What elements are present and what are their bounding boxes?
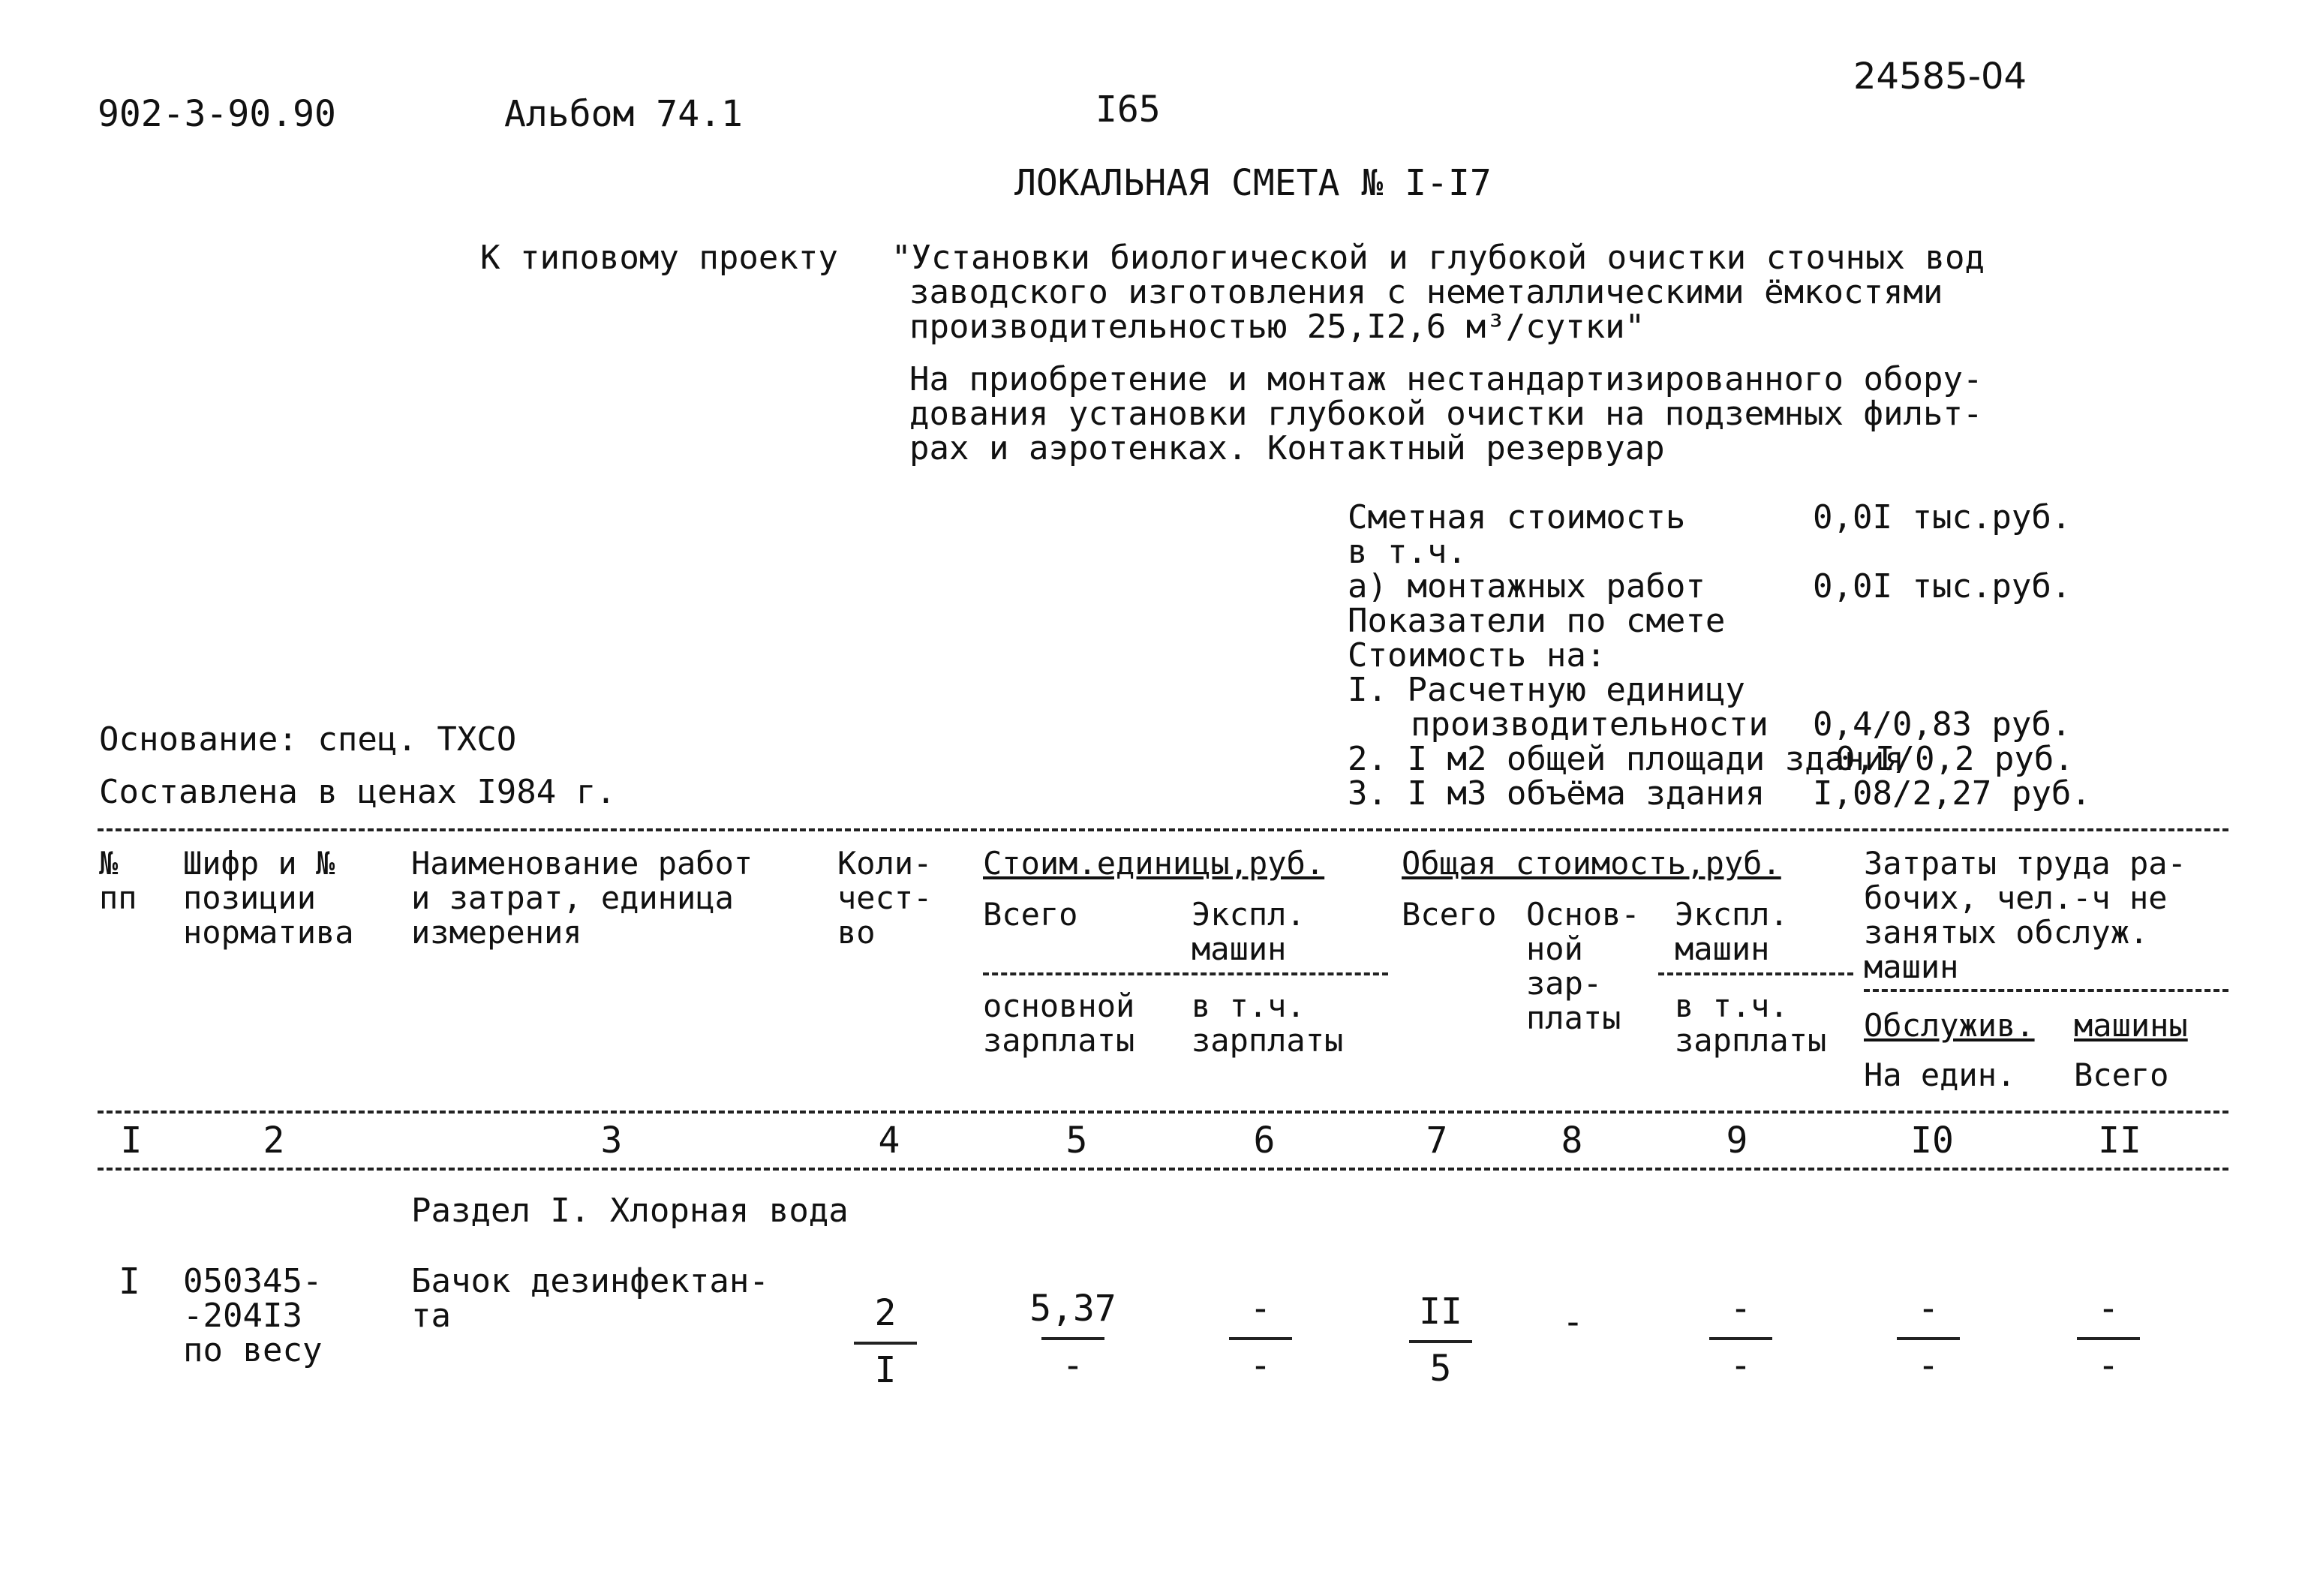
purpose-line-3: рах и аэротенках. Контактный резервуар [909,429,1665,467]
column-number-7: 7 [1426,1120,1448,1162]
column-number-10: I0 [1910,1120,1954,1162]
col3-header-line2: и затрат, единица [411,879,734,916]
header-bottom-border [98,1111,2228,1114]
col1-header-line1: № [99,845,119,882]
labor-header-line1: Затраты труда ра- [1864,845,2186,882]
column-number-6: 6 [1253,1120,1276,1162]
indicator-1-value: 0,4/0,83 руб. [1813,705,2072,744]
row-name-line1: Бачок дезинфектан- [411,1262,769,1300]
table-top-border [98,828,2228,831]
estimated-cost-value: 0,0I тыс.руб. [1813,498,2072,537]
col2-header-line3: норматива [183,914,354,951]
labor-header-line4: машин [1864,948,1959,985]
unit-total-fraction [1028,1288,1118,1390]
column-number-11: II [2098,1120,2141,1162]
estimated-cost-label: Сметная стоимость [1348,498,1686,537]
compiled-text: Составлена в ценах I984 г. [99,773,616,811]
project-line-3: производительностью 25,I2,6 м³/сутки" [909,308,1645,346]
including-label: в т.ч. [1348,533,1467,571]
fraction-bar [1709,1337,1772,1340]
fraction-bar [1041,1337,1104,1340]
indicator-2-label: 2. I м2 общей площади здания [1348,740,1904,778]
col9-header-top-line2: машин [1675,930,1770,967]
document-code: 902-3-90.90 [98,93,336,135]
labor-per-unit-denominator: - [1917,1345,1940,1387]
machines-cost-fraction [1696,1288,1786,1390]
total-cost-numerator: II [1419,1291,1462,1333]
column-number-4: 4 [878,1120,900,1162]
col3-header-line3: измерения [411,914,582,951]
project-prefix: К типовому проекту [480,239,838,277]
unit-cost-group-header: Стоим.единицы,руб. [983,845,1325,882]
machines-cost-denominator: - [1730,1345,1752,1387]
indicator-2-value: 0,I/0,2 руб. [1835,740,2074,778]
labor-header-line2: бочих, чел.-ч не [1864,879,2168,916]
labor-header-line3: занятых обслуж. [1864,914,2149,951]
column-number-2: 2 [263,1120,285,1162]
row-number: I [119,1261,140,1303]
indicator-3-label: 3. I м3 объёма здания [1348,774,1766,813]
labor-per-unit-numerator: - [1917,1288,1940,1330]
col1-header-line2: пп [99,879,137,916]
col6-header-top-line2: машин [1192,930,1287,967]
unit-total-denominator: - [1062,1345,1084,1387]
total-cost-divider [1658,972,1853,975]
project-line-2: заводского изготовления с неметаллическими ёмкостями [909,273,1943,311]
column-number-9: 9 [1726,1120,1748,1162]
row-code-line2: -204I3 [183,1297,302,1335]
purpose-line-2: дования установки глубокой очистки на подземных фильт- [909,395,1983,433]
col4-header-line2: чест- [837,879,933,916]
labor-total-numerator: - [2097,1288,2120,1330]
col5-header-bottom-line1: основной [983,987,1135,1024]
service-label: Обслужив. [1864,1007,2035,1044]
unit-machines-fraction [1216,1288,1306,1390]
col8-header-line2: ной [1526,930,1583,967]
indicators-label: Показатели по смете [1348,602,1726,640]
col2-header-line1: Шифр и № [183,845,335,882]
col3-header-line1: Наименование работ [411,845,753,882]
unit-total-numerator: 5,37 [1029,1288,1116,1330]
col6-header-top-line1: Экспл. [1192,896,1306,933]
fraction-bar [2077,1337,2140,1340]
quantity-numerator: 2 [874,1292,897,1334]
col6-header-bottom-line1: в т.ч. [1192,987,1306,1024]
document-title: ЛОКАЛЬНАЯ СМЕТА № I-I7 [1014,162,1492,204]
indicator-1-label-cont: производительности [1411,705,1769,744]
row-code-line3: по весу [183,1331,323,1369]
project-line-1: "Установки биологической и глубокой очистки сточных вод [891,239,1985,277]
col7-header: Всего [1402,896,1497,933]
labor-total-denominator: - [2097,1345,2120,1387]
col8-header-line3: зар- [1526,965,1603,1002]
fraction-bar [1229,1337,1292,1340]
inventory-number: 24585-04 [1853,56,2027,98]
installation-label: а) монтажных работ [1348,567,1705,606]
col4-header-line1: Коли- [837,845,933,882]
purpose-line-1: На приобретение и монтаж нестандартизированного обору- [909,360,1983,398]
col9-header-bottom-line1: в т.ч. [1675,987,1789,1024]
page-number: I65 [1095,89,1161,131]
fraction-bar [1897,1337,1960,1340]
total-cost-fraction [1396,1291,1486,1393]
unit-machines-denominator: - [1249,1345,1272,1387]
col8-header-line4: платы [1526,999,1621,1036]
column-number-5: 5 [1065,1120,1088,1162]
per-unit-label: На един. [1864,1056,2016,1093]
column-number-8: 8 [1561,1120,1583,1162]
col8-header-line1: Основ- [1526,896,1640,933]
col6-header-bottom-line2: зарплаты [1192,1022,1344,1059]
quantity-denominator: I [874,1349,897,1391]
unit-cost-divider [983,972,1388,975]
fraction-bar [1409,1340,1472,1343]
col9-header-top-line1: Экспл. [1675,896,1789,933]
col5-header-top: Всего [983,896,1078,933]
col2-header-line2: позиции [183,879,317,916]
total-cost-denominator: 5 [1429,1348,1452,1390]
quantity-fraction [840,1292,930,1394]
labor-total-label: Всего [2074,1056,2169,1093]
indicator-3-value: I,08/2,27 руб. [1813,774,2091,813]
column-number-3: 3 [600,1120,623,1162]
indicator-1-label: I. Расчетную единицу [1348,671,1745,709]
col4-header-line3: во [837,914,876,951]
cost-for-label: Стоимость на: [1348,636,1606,675]
row-name-line2: та [411,1297,451,1335]
labor-per-unit-fraction [1883,1288,1973,1390]
unit-machines-numerator: - [1249,1288,1272,1330]
base-wage-value: - [1562,1301,1584,1343]
machines-label: машины [2074,1007,2188,1044]
labor-total-fraction [2063,1288,2153,1390]
labor-divider [1864,989,2228,992]
fraction-bar [854,1342,917,1345]
column-number-1: I [120,1120,143,1162]
row-code-line1: 050345- [183,1262,323,1300]
installation-value: 0,0I тыс.руб. [1813,567,2072,606]
machines-cost-numerator: - [1730,1288,1752,1330]
column-numbers-bottom-border [98,1168,2228,1171]
col9-header-bottom-line2: зарплаты [1675,1022,1827,1059]
col5-header-bottom-line2: зарплаты [983,1022,1135,1059]
basis-text: Основание: спец. ТХСО [99,720,517,759]
total-cost-group-header: Общая стоимость,руб. [1402,845,1781,882]
section-title: Раздел I. Хлорная вода [411,1192,849,1230]
album-label: Альбом 74.1 [504,93,743,135]
